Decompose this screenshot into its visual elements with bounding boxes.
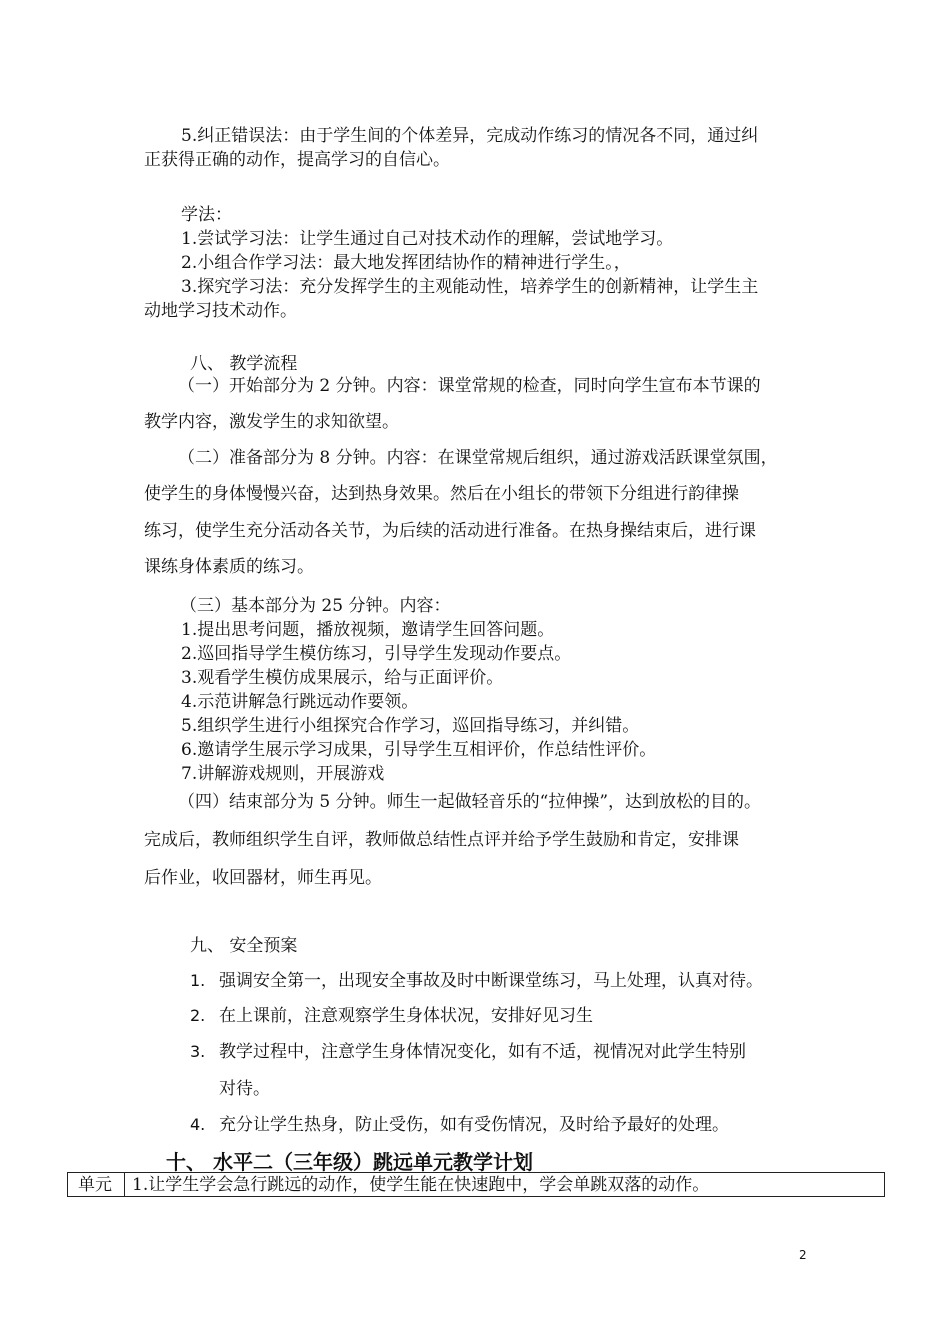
list-item: 在上课前，注意观察学生身体状况，安排好见习生	[219, 1006, 593, 1026]
list-item: 1.提出思考问题，播放视频，邀请学生回答问题。	[181, 620, 555, 640]
list-item: 4.示范讲解急行跳远动作要领。	[181, 692, 419, 712]
list-item: 3.观看学生模仿成果展示，给与正面评价。	[181, 668, 504, 688]
section-heading-10: 十、 水平二（三年级）跳远单元教学计划	[166, 1150, 533, 1174]
paragraph-line: （三）基本部分为 25 分钟。内容：	[180, 596, 451, 616]
paragraph-line: （一）开始部分为 2 分钟。内容：课堂常规的检查，同时向学生宣布本节课的	[178, 376, 761, 396]
list-item-continuation: 对待。	[219, 1079, 270, 1099]
list-item: 5.组织学生进行小组探究合作学习，巡回指导练习，并纠错。	[181, 716, 640, 736]
subheading-xuefa: 学法：	[181, 205, 232, 225]
paragraph-line: 动地学习技术动作。	[144, 301, 297, 321]
list-item: 6.邀请学生展示学习成果，引导学生互相评价，作总结性评价。	[181, 740, 657, 760]
paragraph-line: （二）准备部分为 8 分钟。内容：在课堂常规后组织，通过游戏活跃课堂氛围，	[178, 448, 778, 468]
list-item: 强调安全第一，出现安全事故及时中断课堂练习，马上处理，认真对待。	[219, 971, 763, 991]
paragraph-line: （四）结束部分为 5 分钟。师生一起做轻音乐的“拉伸操”，达到放松的目的。	[178, 792, 762, 812]
section-heading-8: 八、 教学流程	[190, 354, 298, 374]
list-number: 2.	[190, 1006, 206, 1025]
list-item: 教学过程中，注意学生身体情况变化，如有不适，视情况对此学生特别	[219, 1042, 746, 1062]
unit-plan-table	[67, 1172, 885, 1197]
table-divider	[124, 1173, 125, 1196]
list-item: 7.讲解游戏规则，开展游戏	[181, 764, 385, 784]
paragraph-line: 完成后，教师组织学生自评，教师做总结性点评并给予学生鼓励和肯定，安排课	[144, 830, 739, 850]
paragraph-line: 教学内容，激发学生的求知欲望。	[144, 412, 399, 432]
paragraph-line: 后作业，收回器材，师生再见。	[144, 868, 382, 888]
section-heading-9: 九、 安全预案	[190, 936, 298, 956]
page-number: 2	[799, 1248, 807, 1262]
paragraph-line: 课练身体素质的练习。	[144, 557, 314, 577]
list-item: 充分让学生热身，防止受伤，如有受伤情况，及时给予最好的处理。	[219, 1115, 729, 1135]
paragraph-line: 正获得正确的动作，提高学习的自信心。	[144, 150, 450, 170]
list-number: 3.	[190, 1042, 206, 1061]
paragraph-line: 1.尝试学习法：让学生通过自己对技术动作的理解，尝试地学习。	[181, 229, 674, 249]
table-cell-unit: 单元	[78, 1175, 112, 1195]
table-cell-goal: 1.让学生学会急行跳远的动作，使学生能在快速跑中，学会单跳双落的动作。	[132, 1175, 710, 1195]
list-number: 4.	[190, 1115, 206, 1134]
list-number: 1.	[190, 971, 206, 990]
paragraph-line: 3.探究学习法：充分发挥学生的主观能动性，培养学生的创新精神，让学生主	[181, 277, 759, 297]
paragraph-line: 练习，使学生充分活动各关节，为后续的活动进行准备。在热身操结束后，进行课	[144, 521, 756, 541]
paragraph-line: 2.小组合作学习法：最大地发挥团结协作的精神进行学生。，	[181, 253, 631, 273]
paragraph-line: 使学生的身体慢慢兴奋，达到热身效果。然后在小组长的带领下分组进行韵律操	[144, 484, 739, 504]
list-item: 2.巡回指导学生模仿练习，引导学生发现动作要点。	[181, 644, 572, 664]
paragraph-line: 5.纠正错误法：由于学生间的个体差异，完成动作练习的情况各不同，通过纠	[181, 126, 759, 146]
